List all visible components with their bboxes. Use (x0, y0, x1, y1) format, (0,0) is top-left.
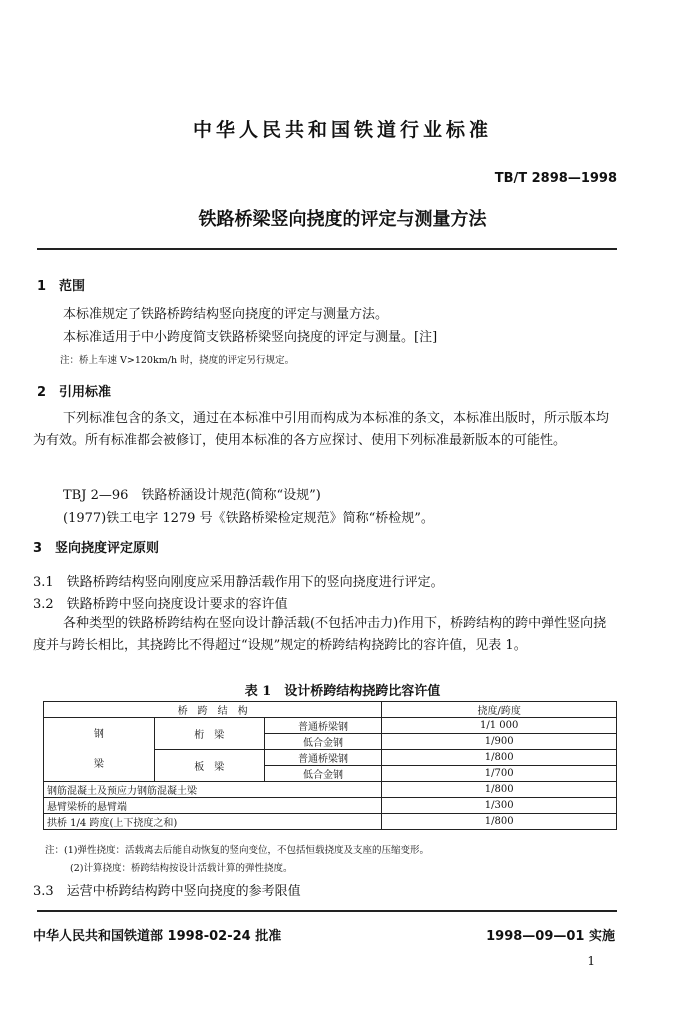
table-header-row (44, 702, 617, 718)
table-row (44, 782, 617, 798)
ratio-value: 1/700 (382, 766, 617, 782)
section-2-para-1: 下列标准包含的条文，通过在本标准中引用而构成为本标准的条文，本标准出版时，所示版本均为有效。所有标准都会被修订，使用本标准的各方应探讨、使用下列标准最新版本的可能性。 (33, 411, 610, 448)
table-row (44, 718, 617, 734)
cantilever-label: 悬臂梁桥的悬臂端 (44, 798, 382, 814)
deflection-table (43, 701, 617, 830)
page-number: 1 (587, 954, 595, 968)
truss-label: 桁 梁 (154, 718, 264, 750)
section-1-heading: 1 范围 (37, 279, 86, 294)
implementation-line: 1998—09—01 实施 (486, 929, 615, 944)
table-note-2: (2)计算挠度：桥跨结构按设计活载计算的弹性挠度。 (70, 863, 293, 874)
ratio-value: 1/300 (382, 798, 617, 814)
ratio-value: 1/1 000 (382, 718, 617, 734)
title-rule (37, 248, 617, 250)
arch-label: 拱桥 1/4 跨度(上下挠度之和) (44, 814, 382, 830)
rc-beam-label: 钢筋混凝土及预应力钢筋混凝土梁 (44, 782, 382, 798)
clause-3-2-para: 各种类型的铁路桥跨结构在竖向设计静活载(不包括冲击力)作用下，桥跨结构的跨中弹性竖向挠度并与跨长相比，其挠跨比不得超过“设规”规定的桥跨结构挠跨比的容许值，见表 1。 (33, 616, 607, 653)
standard-header-title: 中华人民共和国铁道行业标准 (192, 119, 492, 141)
footer-rule (37, 910, 617, 912)
clause-3-3: 3.3 运营中桥跨结构跨中竖向挠度的参考限值 (33, 884, 301, 899)
section-1-para-2: 本标准适用于中小跨度简支铁路桥梁竖向挠度的评定与测量。[注] (63, 330, 438, 345)
table-caption: 表 1 设计桥跨结构挠跨比容许值 (244, 684, 441, 699)
material-low-alloy: 低合金钢 (264, 734, 382, 750)
approval-line: 中华人民共和国铁道部 1998-02-24 批准 (33, 929, 282, 944)
plate-girder-label: 板 梁 (154, 750, 264, 782)
table-row (44, 814, 617, 830)
reference-1: TBJ 2—96 铁路桥涵设计规范(简称“设规”) (63, 488, 321, 503)
clause-3-1: 3.1 铁路桥跨结构竖向刚度应采用静活载作用下的竖向挠度进行评定。 (33, 575, 444, 590)
section-1-note: 注：桥上车速 V>120km/h 时，挠度的评定另行规定。 (60, 355, 295, 366)
material-low-alloy: 低合金钢 (264, 766, 382, 782)
section-3-heading: 3 竖向挠度评定原则 (33, 541, 160, 556)
document-title: 铁路桥梁竖向挠度的评定与测量方法 (198, 209, 487, 230)
ratio-value: 1/800 (382, 814, 617, 830)
reference-2: (1977)铁工电字 1279 号《铁路桥梁检定规范》简称“桥检规”。 (63, 511, 434, 526)
section-1-para-1: 本标准规定了铁路桥跨结构竖向挠度的评定与测量方法。 (63, 307, 389, 322)
table-row (44, 798, 617, 814)
standard-number: TB/T 2898—1998 (494, 171, 617, 186)
section-2-heading: 2 引用标准 (37, 385, 112, 400)
header-ratio: 挠度/跨度 (382, 702, 617, 718)
material-carbon: 普通桥梁钢 (264, 750, 382, 766)
clause-3-2: 3.2 铁路桥跨中竖向挠度设计要求的容许值 (33, 597, 288, 612)
header-structure: 桥 跨 结 构 (44, 702, 382, 718)
material-carbon: 普通桥梁钢 (264, 718, 382, 734)
steel-girder-label: 钢 梁 (44, 718, 155, 782)
table-note-1: 注：(1)弹性挠度：活载离去后能自动恢复的竖向变位，不包括恒载挠度及支座的压缩变形。 (45, 845, 429, 856)
ratio-value: 1/900 (382, 734, 617, 750)
ratio-value: 1/800 (382, 750, 617, 766)
ratio-value: 1/800 (382, 782, 617, 798)
